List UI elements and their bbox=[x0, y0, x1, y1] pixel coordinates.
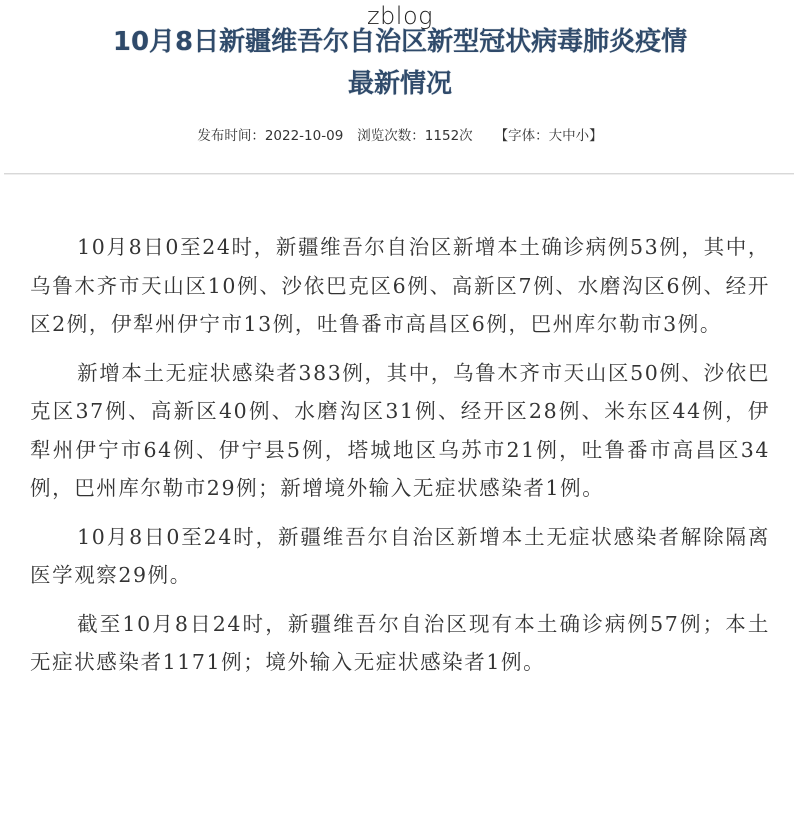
article-body bbox=[30, 228, 770, 692]
font-size-label: 【字体： bbox=[494, 128, 549, 144]
title-line-1: 10月8日新疆维吾尔自治区新型冠状病毒肺炎疫情 bbox=[112, 27, 688, 57]
font-size-large-button[interactable]: 大 bbox=[548, 128, 563, 144]
divider bbox=[4, 173, 794, 174]
paragraph-cumulative: 截至10月8日24时，新疆维吾尔自治区现有本土确诊病例57例；本土无症状感染者1171例；境外输入无症状感染者1例。 bbox=[30, 611, 770, 674]
publish-date: 2022-10-09 bbox=[264, 128, 344, 144]
paragraph-new-asymptomatic: 新增本土无症状感染者383例，其中，乌鲁木齐市天山区50例、沙依巴克区37例、高新区40例、水磨沟区31例、经开区28例、米东区44例，伊犁州伊宁市64例、伊宁县5例，塔城地区乌苏市21例，吐鲁番市高昌区34例，巴州库尔勒市29例；新增境外输入无症状感染者1例。 bbox=[30, 360, 770, 500]
article-meta bbox=[0, 124, 800, 144]
font-size-small-button[interactable]: 小 bbox=[575, 128, 590, 144]
paragraph-released: 10月8日0至24时，新疆维吾尔自治区新增本土无症状感染者解除隔离医学观察29例。 bbox=[30, 524, 770, 587]
paragraph-new-confirmed: 10月8日0至24时，新疆维吾尔自治区新增本土确诊病例53例，其中，乌鲁木齐市天山区10例、沙依巴克区6例、高新区7例、水磨沟区6例、经开区2例，伊犁州伊宁市13例，吐鲁番市高昌区6例，巴州库尔勒市3例。 bbox=[30, 235, 770, 336]
article-title bbox=[0, 22, 800, 104]
font-size-medium-button[interactable]: 中 bbox=[562, 128, 576, 144]
views-count: 1152次 bbox=[424, 128, 473, 144]
views-label: 浏览次数： bbox=[357, 128, 425, 144]
watermark: zblog bbox=[366, 2, 434, 30]
publish-label: 发布时间： bbox=[197, 128, 265, 144]
title-line-2: 最新情况 bbox=[347, 69, 452, 99]
font-size-close: 】 bbox=[589, 128, 603, 144]
